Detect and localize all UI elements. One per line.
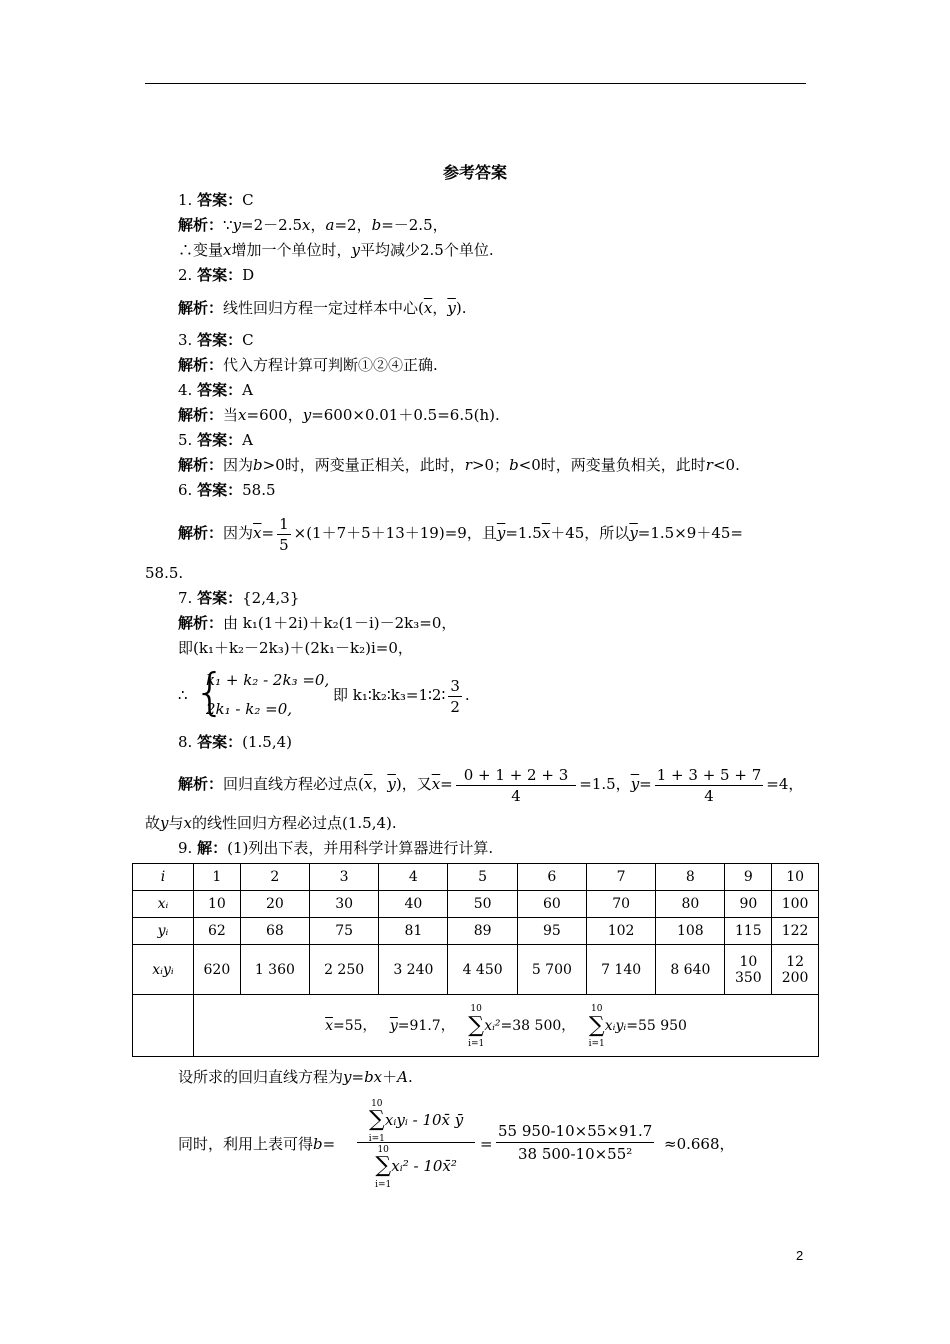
q9-b-label: 同时，利用上表可得b= [178,1135,336,1153]
q5-answer: 5. 答案：A [178,431,253,449]
q8-analysis: 解析：回归直线方程必过点($\overline{x}$，$\overline{y}$)，又$\overline{x}=$ $\frac{0 + 1 + 2 + 3}{4}$ =1.5，$\overline{y}=$ $\frac{1 + 3 + 5 + 7}{4}$ =4， [178,765,804,805]
q3-analysis: 解析：代入方程计算可判断①②④正确. [178,356,438,374]
q1-analysis: 解析：∵y=2－2.5x，a=2，b=－2.5， [178,216,448,234]
q6-answer: 6. 答案：58.5 [178,481,276,499]
q1-analysis-cont: ∴变量x增加一个单位时，y平均减少2.5个单位. [178,241,494,259]
q8-fraction-x: $\frac{0 + 1 + 2 + 3}{4}$ [456,765,577,806]
table-row-xy: xᵢyᵢ 620 1 360 2 250 3 240 4 450 5 700 7 140 8 640 10 350 12 200 [133,945,819,995]
q9-b-value-fraction: 55 950-10×55×91.7 38 500-10×55² [498,1122,653,1163]
q3-answer: 3. 答案：C [178,331,254,349]
q7-answer: 7. 答案：{2,4,3} [178,589,300,607]
q8-answer: 8. 答案：(1.5,4) [178,733,292,751]
q4-answer: 4. 答案：A [178,381,253,399]
q7-fraction: $\frac{3}{2}$ [450,676,460,716]
table-row-y: yᵢ 62 68 75 81 89 95 102 108 115 122 [133,918,819,945]
table-row-x: xᵢ 10 20 30 40 50 60 70 80 90 100 [133,891,819,918]
q9-solution: 9. 解：(1)列出下表，并用科学计算器进行计算. [178,839,494,857]
q6-analysis-cont: 58.5. [145,564,184,582]
q9-equals: = [480,1135,493,1153]
q4-analysis: 解析：当x=600，y=600×0.01＋0.5=6.5(h). [178,406,500,424]
q7-therefore: ∴ [178,686,188,704]
q7-system-brace: { [194,663,226,721]
q6-fraction: $\frac{1}{5}$ [279,514,289,554]
q9-equation-setup: 设所求的回归直线方程为y=bx＋A. [178,1068,413,1086]
page-title: 参考答案 [442,163,507,182]
q7-line2: 即(k₁＋k₂－2k₃)＋(2k₁－k₂)i=0， [178,639,413,657]
data-table [132,863,819,1057]
page-number: 2 [796,1248,804,1263]
q2-answer: 2. 答案：D [178,266,255,284]
q7-system-eq1: k₁ + k₂ - 2k₃ =0, [206,671,330,689]
q6-analysis: 解析：因为$\overline{x}=$ $\frac{1}{5}$ ×(1＋7＋5＋13＋19)=9，且$\overline{y}=1.5\overline{x}+45$，所以$\overline{y}=1.5\times 9+45=$ [178,514,743,554]
q1-answer: 1. 答案：C [178,191,254,209]
q8-fraction-y: $\frac{1 + 3 + 5 + 7}{4}$ [656,765,762,805]
q7-system-eq2: 2k₁ - k₂ =0, [206,700,293,718]
header-rule [145,83,806,84]
q7-ratio: 即 k₁∶k₂∶k₃=1∶2∶ $\frac{3}{2}$ . [333,676,470,716]
q9-b-result: ≈0.668， [664,1135,735,1153]
q8-analysis-cont: 故y与x的线性回归方程必过点(1.5,4). [145,814,397,832]
q2-analysis: 解析：线性回归方程一定过样本中心($\overline{x}$，$\overline{y}$). [178,299,467,317]
table-row-i: i 1 2 3 4 5 6 7 8 9 10 [133,864,819,891]
q5-analysis: 解析：因为b>0时，两变量正相关，此时，r>0；b<0时，两变量负相关，此时r<0. [178,456,740,474]
table-row-sums: $\overline{x}=55$， $\overline{y}=91.7$， 10 ∑ i=1xᵢ²=38 500， 10 ∑ i=1xᵢyᵢ=55 950 [133,995,819,1057]
q7-analysis: 解析：由 k₁(1＋2i)＋k₂(1－i)－2k₃=0， [178,614,457,632]
q9-b-formula: 10 ∑ i=1 xᵢyᵢ - 10x̄ ȳ 10 ∑ i=1 xᵢ² - 10x̄² [357,1098,475,1189]
